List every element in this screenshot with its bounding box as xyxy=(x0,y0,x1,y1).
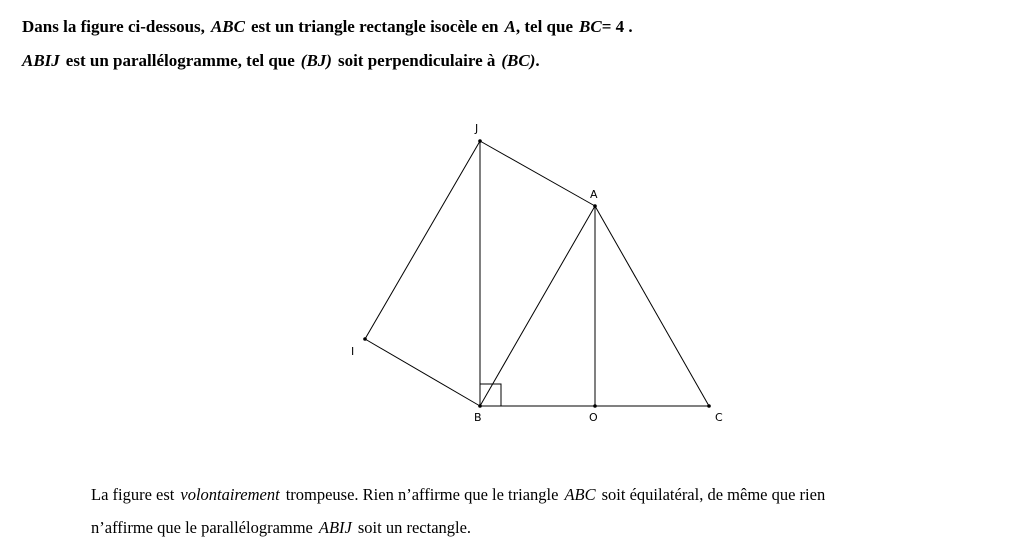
label-b: B xyxy=(474,411,482,424)
note-line-1 xyxy=(91,485,825,505)
point-c xyxy=(707,404,711,408)
math-a: A xyxy=(504,17,516,36)
math-bc-line: (BC) xyxy=(501,51,536,70)
statement-text: soit perpendiculaire à xyxy=(337,51,496,70)
segment-ib xyxy=(365,339,480,406)
segment-ac xyxy=(595,206,709,406)
label-a: A xyxy=(590,188,598,201)
segment-ji xyxy=(365,141,480,339)
point-o xyxy=(593,404,597,408)
point-b xyxy=(478,404,482,408)
math-abij: ABIJ xyxy=(22,51,60,70)
segment-ja xyxy=(480,141,595,206)
note-line-2 xyxy=(91,518,471,538)
note-text: trompeuse. Rien n’affirme que le triangle xyxy=(285,485,559,504)
math-abc: ABC xyxy=(564,485,596,504)
note-text: soit équilatéral, de même que rien xyxy=(601,485,826,504)
statement-text: , tel que xyxy=(515,17,573,36)
segment-ab xyxy=(480,206,595,406)
note-text: La figure est xyxy=(91,485,175,504)
point-i xyxy=(363,337,367,341)
math-bc: BC xyxy=(579,17,602,36)
math-bj: (BJ) xyxy=(300,51,332,70)
label-i: I xyxy=(351,345,355,358)
note-emphasis: volontairement xyxy=(180,485,280,504)
point-a xyxy=(593,204,597,208)
point-j xyxy=(478,139,482,143)
statement-text: est un triangle rectangle isocèle en xyxy=(250,17,499,36)
note-text: soit un rectangle. xyxy=(357,518,472,537)
label-o: O xyxy=(589,411,598,424)
label-c: C xyxy=(715,411,723,424)
statement-text: . xyxy=(535,51,540,70)
math-abc: ABC xyxy=(210,17,245,36)
statement-text: est un parallélogramme, tel que xyxy=(65,51,295,70)
note-text: n’affirme que le parallélogramme xyxy=(91,518,313,537)
label-j: J xyxy=(475,122,479,135)
math-abij: ABIJ xyxy=(318,518,352,537)
statement-text: = 4 . xyxy=(601,17,633,36)
statement-text: Dans la figure ci-dessous, xyxy=(22,17,205,36)
